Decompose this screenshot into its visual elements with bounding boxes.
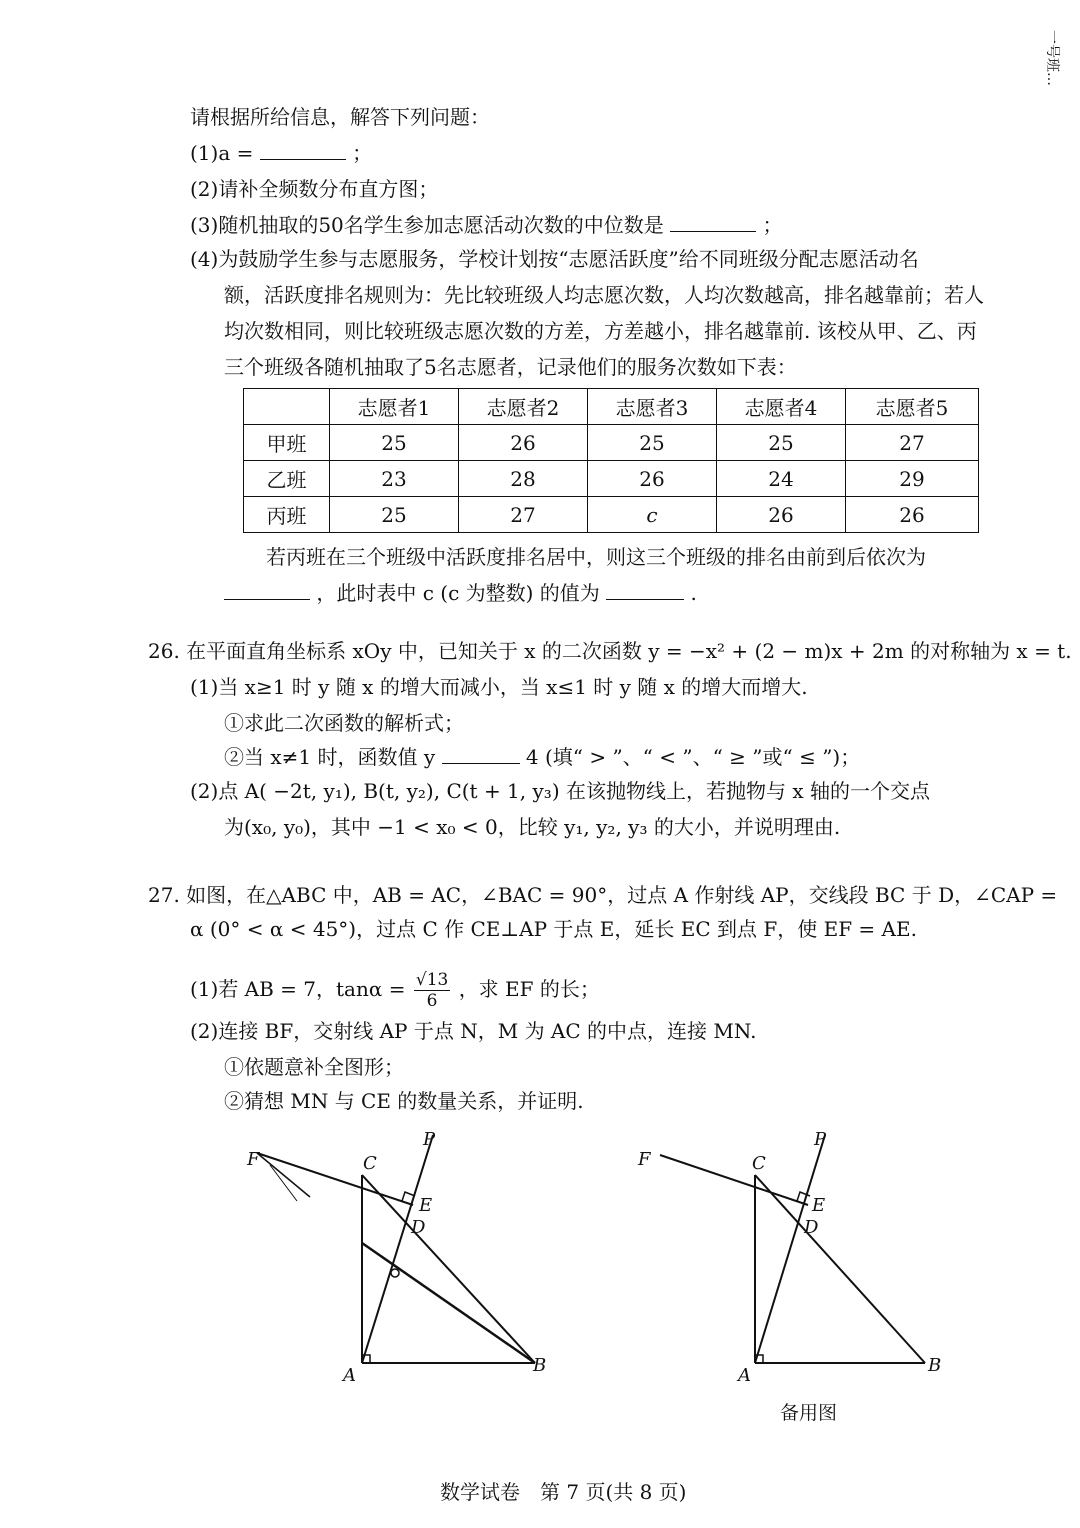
label-a: A	[343, 1365, 356, 1386]
table-header-cell: 志愿者3	[588, 389, 717, 425]
q27-part2b: ②猜想 MN 与 CE 的数量关系，并证明.	[224, 1089, 584, 1113]
q26-part2-line1: (2)点 A( −2t, y₁), B(t, y₂), C(t + 1, y₃) 在该抛物线上，若抛物与 x 轴的一个交点	[190, 779, 930, 803]
q27-stem-line1	[148, 882, 1057, 908]
pencil-point-n	[391, 1269, 399, 1277]
q25-after-table-line2	[224, 580, 697, 606]
table-cell: 28	[459, 461, 588, 497]
table-header-cell: 志愿者5	[846, 389, 979, 425]
fraction-denominator: 6	[426, 991, 438, 1011]
label-d: D	[411, 1217, 426, 1238]
table-cell: 25	[330, 425, 459, 461]
table-cell: 25	[588, 425, 717, 461]
q25-part3-text: (3)随机抽取的50名学生参加志愿活动次数的中位数是	[190, 213, 664, 237]
segment-bc	[755, 1175, 925, 1363]
intro-line: 请根据所给信息，解答下列问题：	[190, 105, 490, 129]
label-e: E	[812, 1195, 826, 1216]
q26-part1: (1)当 x≥1 时 y 随 x 的增大而减小，当 x≤1 时 y 随 x 的增大而增大.	[190, 675, 808, 699]
table-cell: 29	[846, 461, 979, 497]
label-p: P	[814, 1129, 827, 1150]
label-f: F	[638, 1149, 651, 1170]
q27-part2: (2)连接 BF，交射线 AP 于点 N，M 为 AC 的中点，连接 MN.	[190, 1019, 757, 1043]
q25-after-table-text: ，此时表中 c (c 为整数) 的值为	[316, 581, 600, 605]
table-header-cell: 志愿者2	[459, 389, 588, 425]
table-cell: 26	[459, 425, 588, 461]
table-cell: c	[588, 497, 717, 533]
q27-number: 27.	[148, 883, 180, 907]
binding-edge-marks	[1028, 10, 1068, 150]
q27-part1-text: (1)若 AB = 7，tanα =	[190, 977, 406, 1001]
pencil-line-mb	[362, 1243, 535, 1363]
geometry-figure-spare	[630, 1125, 950, 1390]
label-b: B	[533, 1355, 547, 1376]
q25-part4-line4: 三个班级各随机抽取了5名志愿者，记录他们的服务次数如下表：	[224, 355, 797, 379]
table-cell: 25	[330, 497, 459, 533]
table-header-cell	[244, 389, 330, 425]
volunteer-table	[243, 388, 979, 533]
label-e: E	[419, 1195, 433, 1216]
edge-text: 一号班…	[1044, 30, 1060, 86]
q25-part1-text: (1)a =	[190, 141, 254, 165]
label-c: C	[363, 1153, 377, 1174]
table-header-cell: 志愿者1	[330, 389, 459, 425]
table-cell: 26	[846, 497, 979, 533]
table-cell: 23	[330, 461, 459, 497]
pencil-line-f	[257, 1153, 310, 1197]
figure-lines	[257, 1135, 535, 1363]
answer-blank	[224, 581, 310, 600]
q26-part1a: ①求此二次函数的解析式；	[224, 711, 464, 735]
label-a: A	[738, 1365, 751, 1386]
label-f: F	[247, 1149, 260, 1170]
q26-part2-line2: 为(x₀, y₀)，其中 −1 < x₀ < 0，比较 y₁, y₂, y₃ 的大小，并说明理由.	[224, 815, 841, 839]
segment-fe	[660, 1155, 808, 1205]
table-cell: 24	[717, 461, 846, 497]
q25-part4-line2: 额，活跃度排名规则为：先比较班级人均志愿次数，人均次数越高，排名越靠前；若人	[224, 283, 984, 307]
q25-part1	[190, 140, 372, 166]
q26-part1b-suffix: 4 (填“ > ”、“ < ”、“ ≥ ”或“ ≤ ”)；	[525, 745, 861, 769]
row-label: 甲班	[244, 425, 330, 461]
q27-stem-text: 如图，在△ABC 中，AB = AC，∠BAC = 90°，过点 A 作射线 AP，交线段 BC 于 D，∠CAP =	[186, 883, 1058, 907]
label-d: D	[804, 1217, 819, 1238]
q25-part4-line1: (4)为鼓励学生参与志愿服务，学校计划按“志愿活跃度”给不同班级分配志愿活动名	[190, 247, 919, 271]
row-label: 丙班	[244, 497, 330, 533]
q26-part1b-text: ②当 x≠1 时，函数值 y	[224, 745, 436, 769]
table-cell: 27	[459, 497, 588, 533]
q25-after-table-end: .	[690, 581, 697, 605]
spare-figure-caption: 备用图	[780, 1402, 838, 1424]
answer-blank	[260, 141, 346, 160]
table-cell: 27	[846, 425, 979, 461]
label-b: B	[928, 1355, 942, 1376]
q26-stem	[148, 638, 1072, 664]
tan-fraction	[414, 970, 450, 1011]
q27-part2a: ①依题意补全图形；	[224, 1055, 404, 1079]
table-cell: 26	[588, 461, 717, 497]
q26-number: 26.	[148, 639, 180, 663]
table-cell: 25	[717, 425, 846, 461]
q25-part2: (2)请补全频数分布直方图；	[190, 177, 439, 201]
q25-after-table-line1: 若丙班在三个班级中活跃度排名居中，则这三个班级的排名由前到后依次为	[266, 545, 926, 569]
label-c: C	[752, 1153, 766, 1174]
q27-part1-suffix: ，求 EF 的长；	[458, 977, 600, 1001]
table-row	[244, 497, 979, 533]
fraction-numerator: √13	[415, 970, 449, 990]
q26-stem-text: 在平面直角坐标系 xOy 中，已知关于 x 的二次函数 y = −x² + (2 − m)x + 2m 的对称轴为 x = t.	[186, 639, 1072, 663]
q25-part3-suffix: ；	[762, 213, 783, 237]
q27-stem-line2: α (0° < α < 45°)，过点 C 作 CE⊥AP 于点 E，延长 EC 到点 F，使 EF = AE.	[190, 917, 917, 941]
page-footer: 数学试卷 第 7 页(共 8 页)	[440, 1480, 687, 1504]
q26-part1b	[224, 744, 860, 770]
segment-bc	[362, 1175, 535, 1363]
q25-part4-line3: 均次数相同，则比较班级志愿次数的方差，方差越小，排名越靠前. 该校从甲、乙、丙	[224, 319, 977, 343]
label-p: P	[423, 1129, 436, 1150]
answer-blank	[606, 581, 684, 600]
table-row	[244, 425, 979, 461]
geometry-figure-main	[235, 1125, 565, 1390]
answer-blank	[670, 213, 756, 232]
spare-figure-lines	[660, 1135, 925, 1363]
q25-part1-suffix: ；	[352, 141, 373, 165]
table-cell: 26	[717, 497, 846, 533]
row-label: 乙班	[244, 461, 330, 497]
answer-blank	[442, 745, 520, 764]
table-row	[244, 461, 979, 497]
table-header-row	[244, 389, 979, 425]
table-header-cell: 志愿者4	[717, 389, 846, 425]
q27-part1	[190, 970, 600, 1011]
q25-part3	[190, 212, 783, 238]
